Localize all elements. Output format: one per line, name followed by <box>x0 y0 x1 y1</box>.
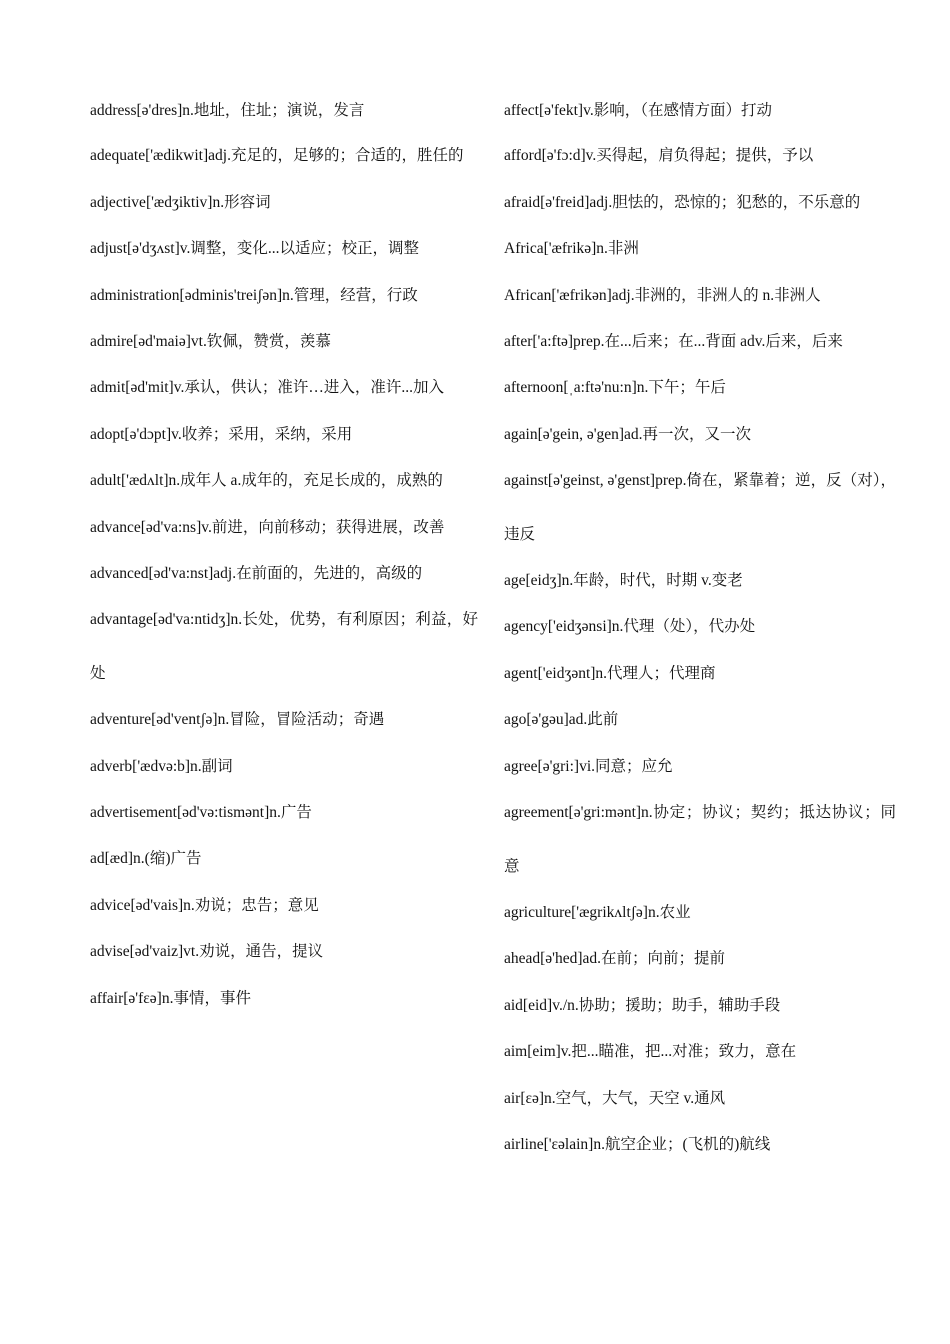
vocab-entry-aim: aim[eim]v.把...瞄准，把...对准；致力，意在 <box>504 1043 797 1061</box>
vocab-entry-agriculture: agriculture['ægrikʌltʃə]n.农业 <box>504 903 691 921</box>
vocab-entry-advanced: advanced[əd'va:nst]adj.在前面的，先进的，高级的 <box>90 564 423 582</box>
vocab-entry-adventure: adventure[əd'ventʃə]n.冒险，冒险活动；奇遇 <box>90 711 385 729</box>
vocab-entry-agent: agent['eidʒənt]n.代理人；代理商 <box>504 664 716 682</box>
vocab-entry-administration: administration[ədminis'treiʃən]n.管理，经营，行政 <box>90 286 418 304</box>
vocab-entry-airline: airline['ɛəlain]n.航空企业；(飞机的)航线 <box>504 1136 771 1154</box>
vocab-entry-agreement: agreement[ə'gri:mənt]n.协定；协议；契约；抵达协议；同意 <box>504 804 896 875</box>
vocab-entry-advertisement: advertisement[əd'və:tismənt]n.广告 <box>90 804 312 822</box>
vocab-entry-advice: advice[əd'vais]n.劝说；忠告；意见 <box>90 896 319 914</box>
vocab-entry-affair: affair[ə'fɛə]n.事情，事件 <box>90 989 251 1007</box>
vocab-entry-aid: aid[eid]v./n.协助；援助；助手，辅助手段 <box>504 996 781 1014</box>
vocab-entry-adopt: adopt[ə'dɔpt]v.收养；采用，采纳，采用 <box>90 425 353 443</box>
vocab-entry-admire: admire[əd'maiə]vt.钦佩，赞赏，羡慕 <box>90 332 331 350</box>
vocab-entry-advance: advance[əd'va:ns]v.前进，向前移动；获得进展，改善 <box>90 518 445 536</box>
vocab-entry-adjective: adjective['ædʒiktiv]n.形容词 <box>90 193 271 211</box>
vocab-entry-advise: advise[əd'vaiz]vt.劝说，通告，提议 <box>90 943 324 961</box>
vocab-entry-against: against[ə'geinst, ə'genst]prep.倚在，紧靠着；逆，反（对），违反 <box>504 472 896 543</box>
vocab-entry-ahead: ahead[ə'hed]ad.在前；向前；提前 <box>504 950 726 968</box>
left-column <box>90 97 478 1025</box>
vocab-entry-affect: affect[ə'fekt]v.影响，（在感情方面）打动 <box>504 102 772 119</box>
vocab-entry-air: air[ɛə]n.空气，大气，天空 v.通风 <box>504 1089 726 1107</box>
vocab-entry-afraid: afraid[ə'freid]adj.胆怯的，恐惊的；犯愁的，不乐意的 <box>504 193 861 211</box>
vocab-entry-address: address[ə'dres]n.地址，住址；演说，发言 <box>90 102 365 119</box>
vocab-entry-africa: Africa['æfrikə]n.非洲 <box>504 240 639 258</box>
vocab-entry-ad: ad[æd]n.(缩)广告 <box>90 850 202 868</box>
vocab-entry-adjust: adjust[ə'dʒʌst]v.调整，变化...以适应；校正，调整 <box>90 240 419 258</box>
vocab-entry-agency: agency['eidʒənsi]n.代理（处），代办处 <box>504 618 756 636</box>
vocab-entry-adverb: adverb['ædvə:b]n.副词 <box>90 757 233 775</box>
vocab-entry-admit: admit[əd'mit]v.承认，供认；准许…进入，准许...加入 <box>90 379 444 397</box>
vocab-entry-again: again[ə'gein, ə'gen]ad.再一次，又一次 <box>504 425 752 443</box>
right-column <box>504 97 896 1172</box>
vocab-entry-agree: agree[ə'gri:]vi.同意；应允 <box>504 757 673 775</box>
vocab-entry-adequate: adequate['ædikwit]adj.充足的，足够的；合适的，胜任的 <box>90 147 464 165</box>
vocab-entry-african: African['æfrikən]adj.非洲的，非洲人的 n.非洲人 <box>504 286 821 304</box>
vocab-entry-advantage: advantage[əd'va:ntidʒ]n.长处，优势，有利原因；利益，好处 <box>90 611 478 682</box>
vocab-entry-after: after['a:ftə]prep.在...后来；在...背面 adv.后来，后来 <box>504 332 843 350</box>
vocab-entry-afternoon: afternoon[ˌa:ftə'nu:n]n.下午；午后 <box>504 379 726 397</box>
vocab-entry-afford: afford[ə'fɔ:d]v.买得起，肩负得起；提供，予以 <box>504 147 814 165</box>
vocab-entry-adult: adult['ædʌlt]n.成年人 a.成年的，充足长成的，成熟的 <box>90 472 443 490</box>
vocab-entry-age: age[eidʒ]n.年龄，时代，时期 v.变老 <box>504 572 743 590</box>
vocab-entry-ago: ago[ə'gəu]ad.此前 <box>504 711 619 729</box>
